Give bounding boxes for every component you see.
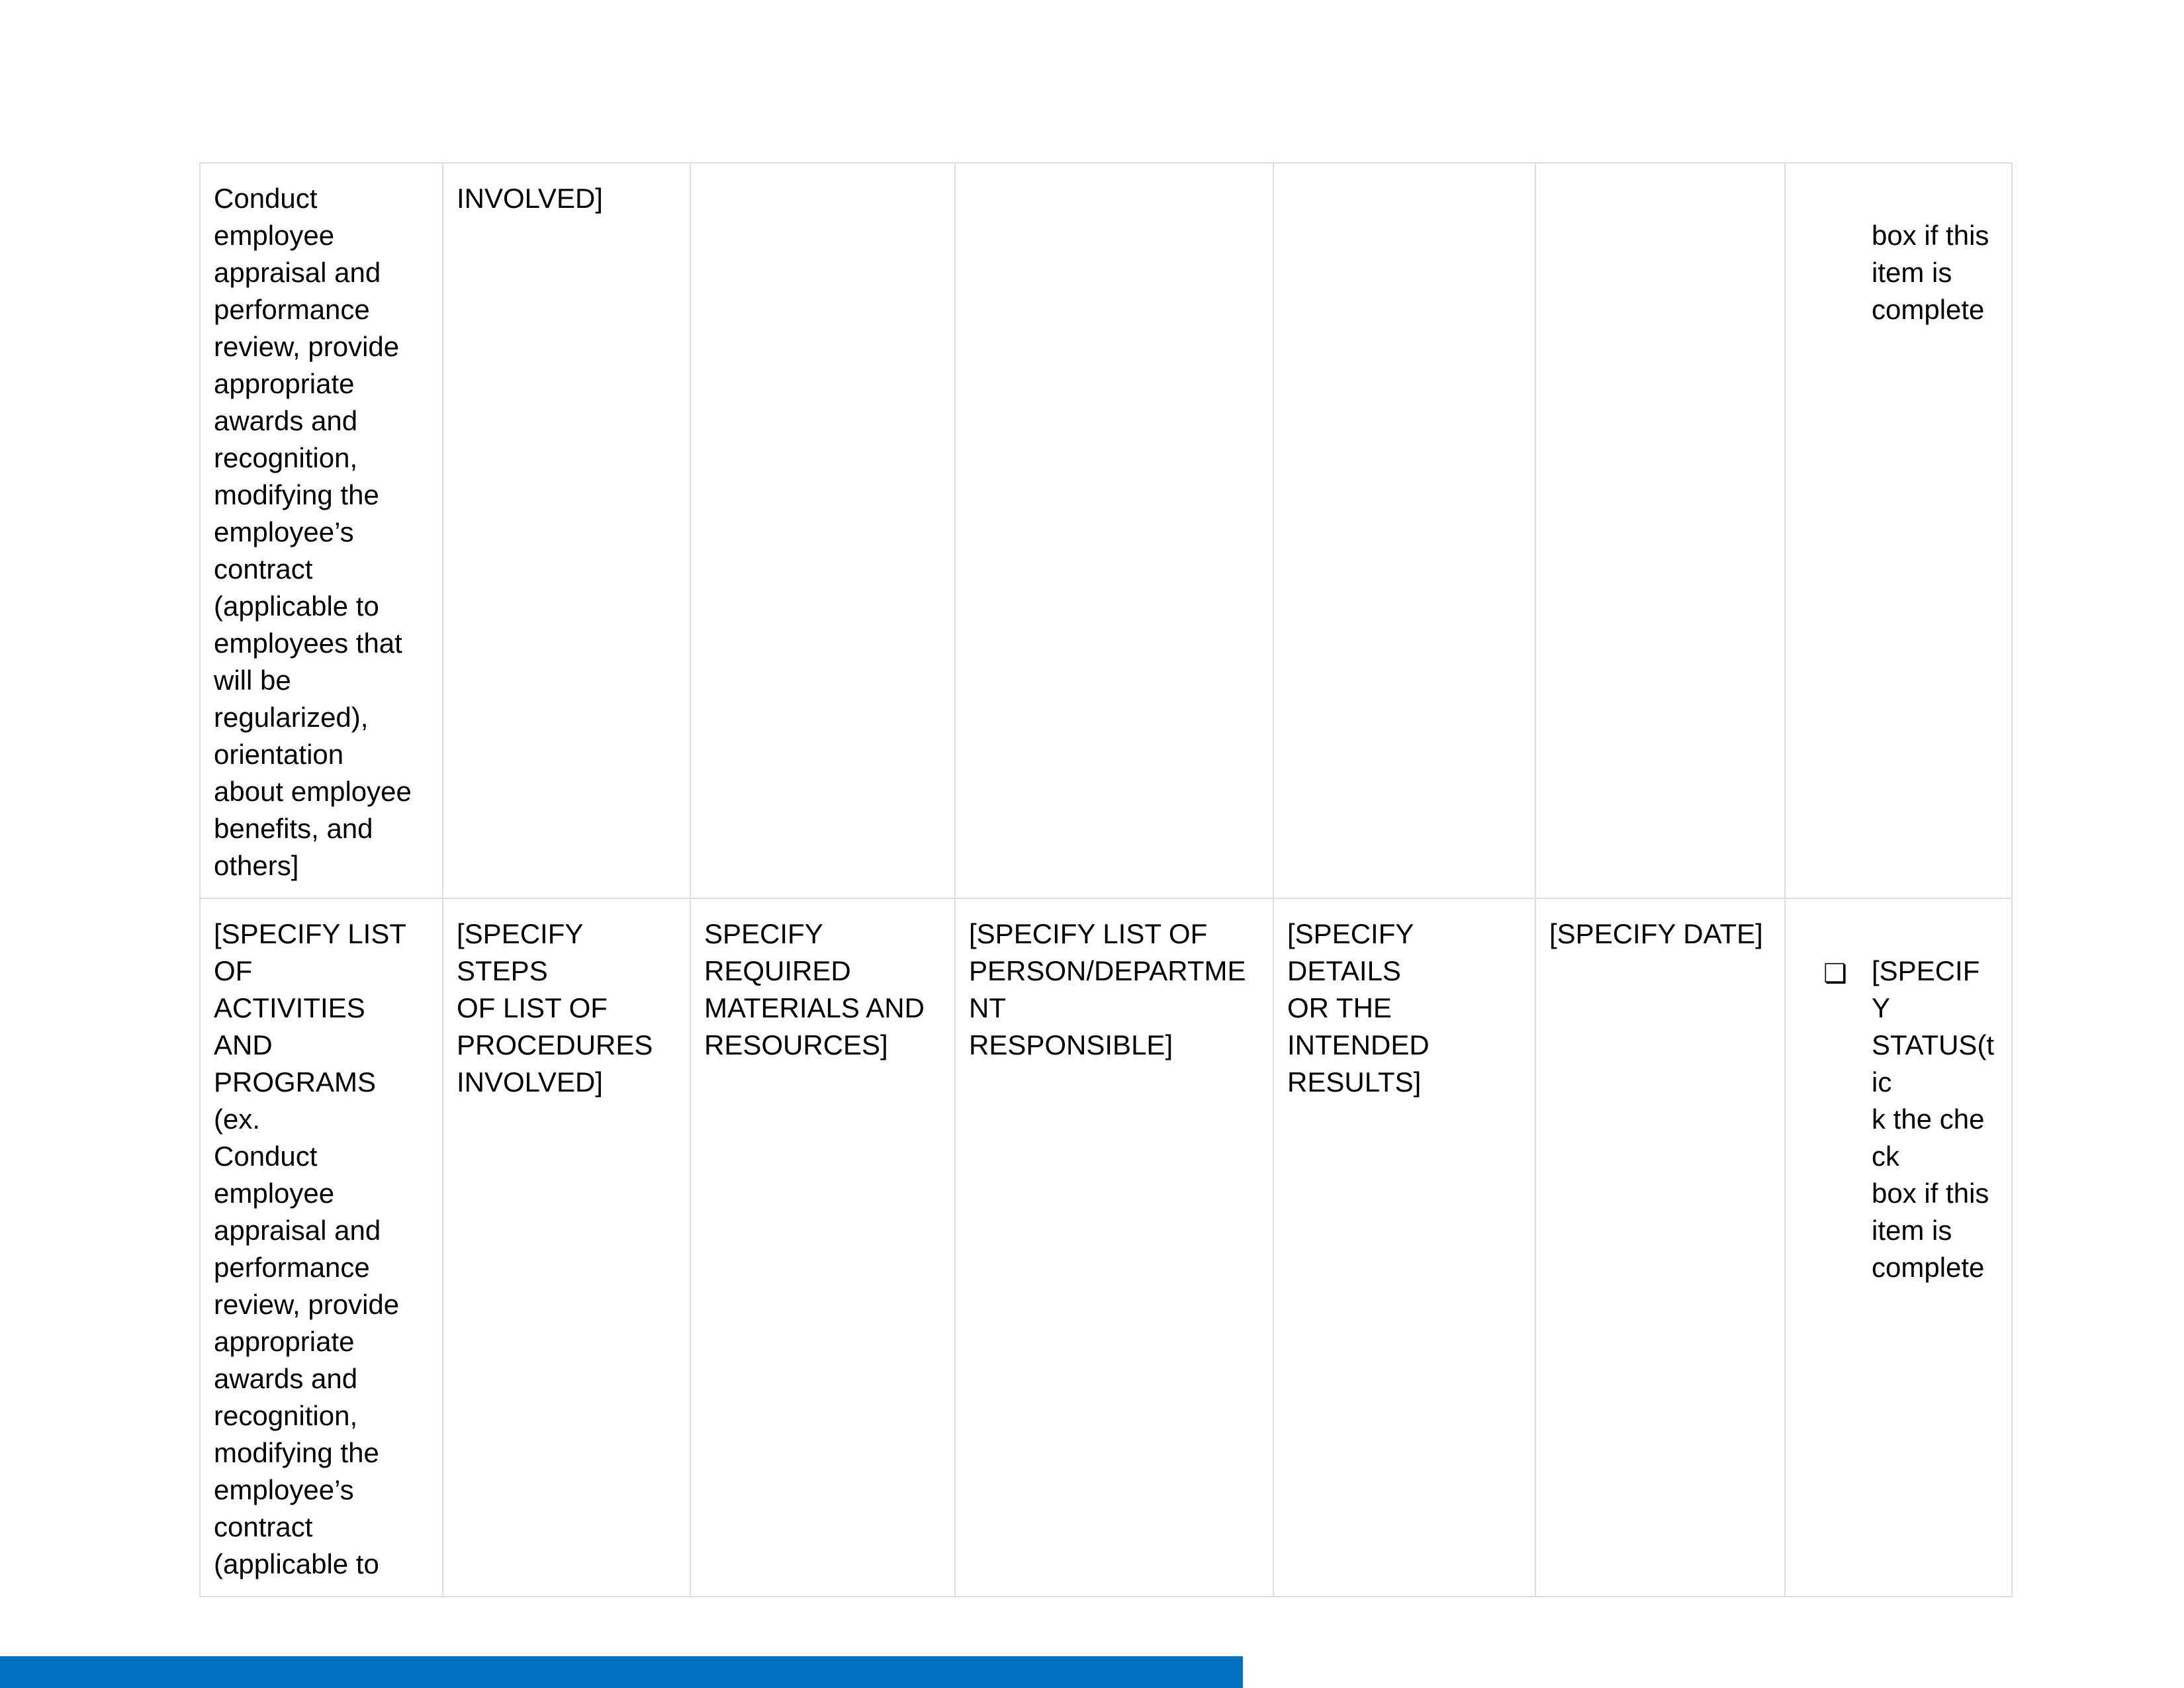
- table-row: [200, 163, 2012, 898]
- results-cell: [1273, 163, 1535, 898]
- action-plan-table: [199, 162, 2013, 1597]
- date-cell: [SPECIFY DATE]: [1535, 898, 1785, 1597]
- procedures-cell: [SPECIFY STEPS OF LIST OF PROCEDURES INVOLVED]: [443, 898, 690, 1597]
- checkbox-icon[interactable]: ❏: [1823, 959, 1847, 989]
- table-row: [200, 898, 2012, 1597]
- procedures-cell: INVOLVED]: [443, 163, 690, 898]
- status-cell: [1785, 898, 2012, 1597]
- responsible-cell: [955, 163, 1273, 898]
- date-cell: [1535, 163, 1785, 898]
- status-text: box if this item is complete: [1872, 220, 1989, 325]
- responsible-cell: [SPECIFY LIST OF PERSON/DEPARTMENT RESPONSIBLE]: [955, 898, 1273, 1597]
- activities-cell: Conduct employee appraisal and performance review, provide appropriate awards and recognition, modifying the employee’s contract (applicable to employees that will be regularized), orientation about employee benefits, and others]: [200, 163, 443, 898]
- materials-cell: SPECIFY REQUIRED MATERIALS AND RESOURCES]: [690, 898, 955, 1597]
- checkbox-icon: [1799, 217, 1872, 220]
- results-cell: [SPECIFY DETAILS OR THE INTENDED RESULTS]: [1273, 898, 1535, 1597]
- status-cell: [1785, 163, 2012, 898]
- materials-cell: [690, 163, 955, 898]
- activities-cell: [SPECIFY LIST OF ACTIVITIES AND PROGRAMS (ex. Conduct employee appraisal and performance review, provide appropriate awards and recognition, modifying the employee’s contract (applicable to: [200, 898, 443, 1597]
- footer-accent-bar: [0, 1656, 1243, 1688]
- status-text: [SPECIFY STATUS(tic k the check box if this item is complete: [1872, 955, 1995, 1283]
